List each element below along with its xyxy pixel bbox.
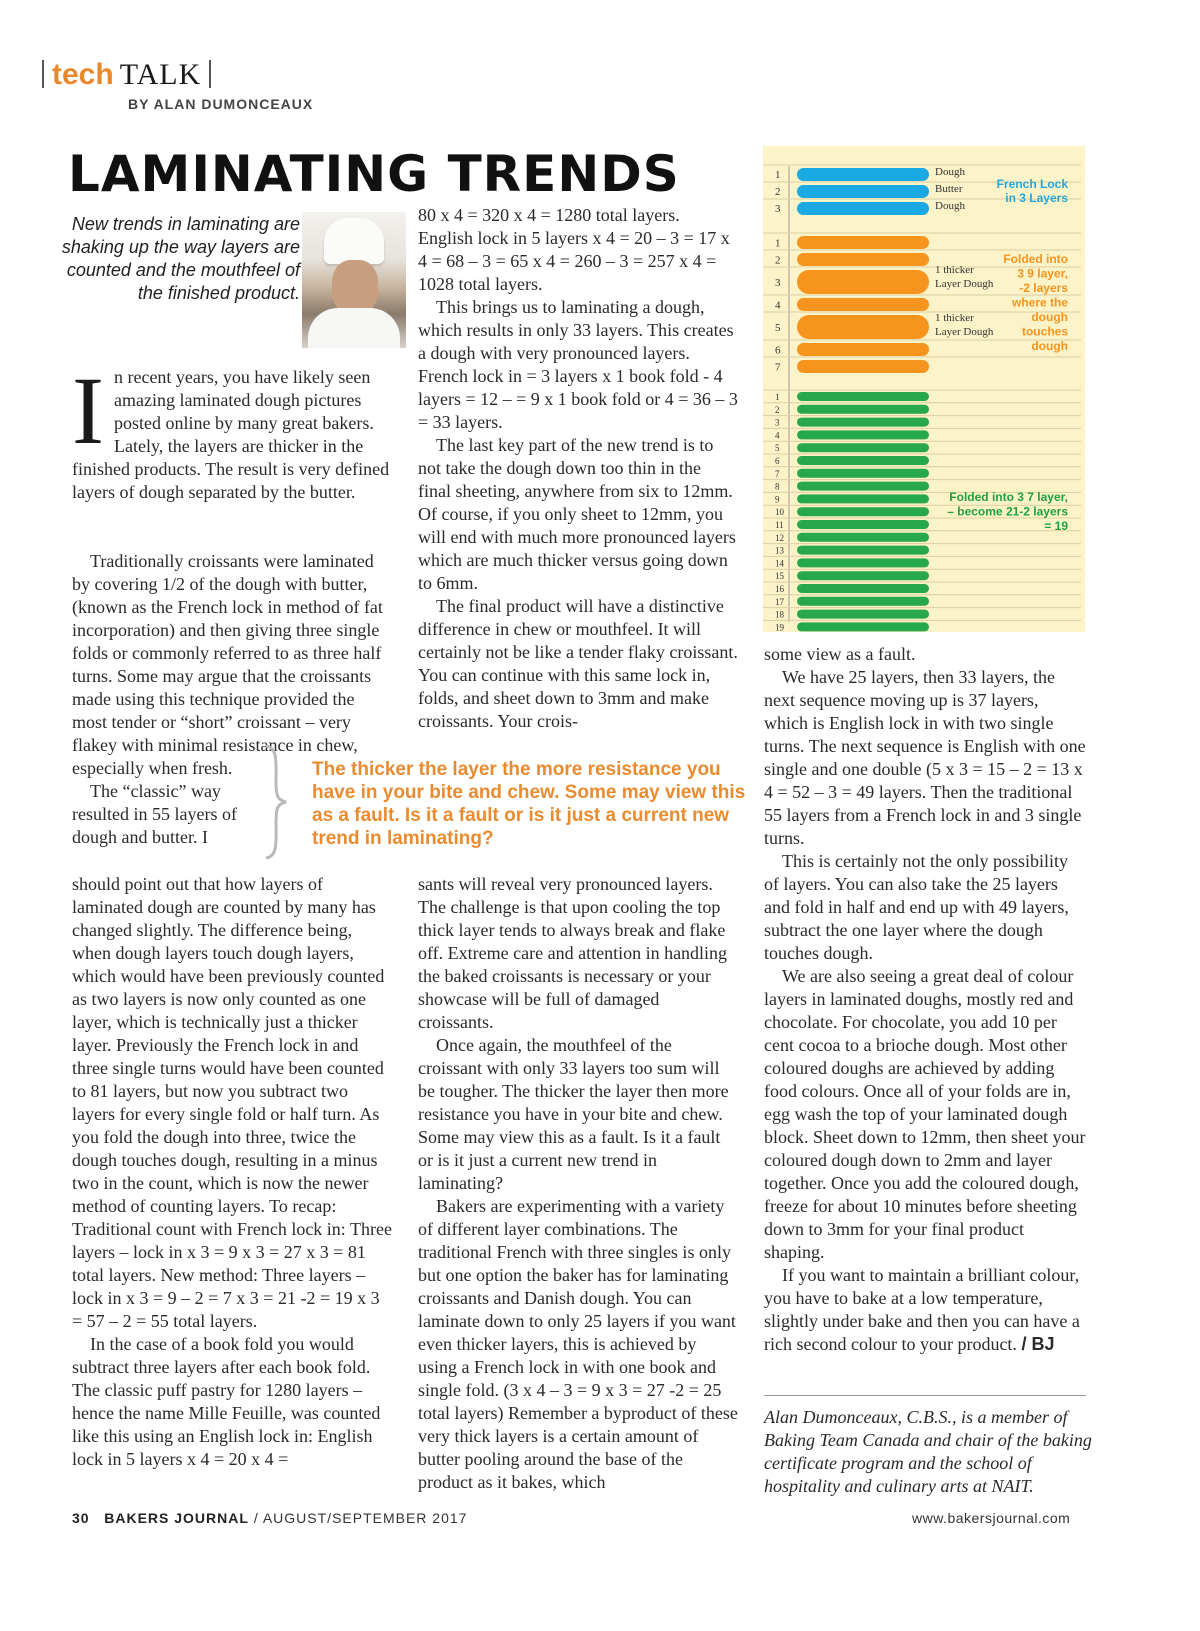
- paragraph-fault: some view as a fault.: [764, 644, 916, 664]
- blue-layer-label: Dough: [935, 200, 965, 212]
- green-layer-bar: [797, 392, 929, 401]
- green-layer-bar: [797, 610, 929, 619]
- green-layer-bar: [797, 571, 929, 580]
- green-layer-bar: [797, 482, 929, 491]
- green-layer-number: 11: [775, 520, 784, 530]
- section-header: [34, 56, 219, 94]
- green-layer-number: 2: [775, 404, 780, 415]
- orange-layer-label: Layer Dough: [935, 326, 994, 338]
- paragraph-english-lock: 80 x 4 = 320 x 4 = 1280 total layers. English lock in 5 layers x 4 = 20 – 3 = 17 x 4 = 68 – 3 = 65 x 4 = 260 – 3 = 257 x 4 = 1028 total layers.: [418, 205, 730, 294]
- blue-layer-label: Dough: [935, 166, 965, 178]
- author-face: [332, 260, 378, 314]
- author-photo: [302, 212, 406, 348]
- orange-layer-bar: [797, 315, 929, 339]
- orange-layer-number: 4: [775, 299, 781, 312]
- orange-caption: dough: [1031, 339, 1068, 353]
- orange-layer-label: 1 thicker: [935, 264, 974, 276]
- orange-layer-bar: [797, 298, 929, 311]
- orange-layer-bar: [797, 253, 929, 266]
- blue-layer-number: 3: [775, 203, 781, 215]
- orange-layer-bar: [797, 343, 929, 356]
- green-layer-bar: [797, 507, 929, 516]
- green-layer-bar: [797, 469, 929, 478]
- green-layer-bar: [797, 418, 929, 427]
- column-1-top: [72, 357, 392, 504]
- lamination-diagram-svg: [763, 146, 1085, 632]
- article-title: LAMINATING TRENDS: [68, 145, 680, 203]
- green-layer-number: 4: [775, 430, 780, 441]
- orange-layer-number: 3: [775, 277, 781, 289]
- orange-caption: touches: [1021, 324, 1068, 339]
- green-layer-number: 6: [775, 456, 780, 466]
- green-layer-number: 13: [775, 545, 784, 556]
- pullquote: The thicker the layer the more resistance you have in your bite and chew. Some may view this as a fault. Is it a fault or is it just a current new trend in laminating?: [312, 759, 746, 849]
- chef-hat: [324, 218, 384, 264]
- blue-layer-bar: [797, 185, 929, 198]
- paragraph-possibility: This is certainly not the only possibility of layers. You can also take the 25 layers and fold in half and end up with 49 layers, subtract the one layer where the dough touches dough.: [764, 851, 1069, 963]
- green-layer-number: 8: [775, 481, 780, 492]
- magazine-name: BAKERS JOURNAL: [104, 1510, 249, 1526]
- orange-layer-label: Layer Dough: [935, 278, 994, 290]
- orange-layer-bar: [797, 236, 929, 249]
- blue-caption: in 3 Layers: [1005, 191, 1068, 205]
- green-layer-number: 15: [775, 571, 784, 582]
- green-layer-number: 7: [775, 468, 780, 479]
- green-layer-number: 9: [775, 494, 780, 505]
- column-3: [764, 643, 1086, 1356]
- green-layer-bar: [797, 622, 929, 631]
- blue-caption: French Lock: [996, 177, 1068, 191]
- blue-layer-bar: [797, 202, 929, 215]
- author-bio: [764, 1406, 1094, 1498]
- header-bar-right: [209, 60, 211, 88]
- green-layer-number: 14: [775, 558, 784, 569]
- green-caption: = 19: [1044, 519, 1068, 533]
- footer-url: www.bakersjournal.com: [912, 1510, 1071, 1526]
- article-deck: New trends in laminating are shaking up the way layers are counted and the mouthfeel of the finished product.: [61, 214, 300, 303]
- green-layer-bar: [797, 546, 929, 555]
- section-name-tech: tech: [52, 58, 114, 91]
- green-layer-bar: [797, 558, 929, 567]
- paragraph-classic: The “classic” way resulted in 55 layers of dough and butter. I: [72, 781, 237, 847]
- page-number: 30: [72, 1510, 90, 1526]
- green-layer-bar: [797, 456, 929, 465]
- header-bar-left: [42, 60, 44, 88]
- paragraph-book-fold: In the case of a book fold you would subtract three layers after each book fold. The classic puff pastry for 1280 layers – hence the name Mille Feuille, was counted like this using an English lock in: English lock in 5 layers x 4 = 20 x 4 =: [72, 1334, 381, 1469]
- orange-caption: where the: [1011, 295, 1068, 310]
- orange-caption: -2 layers: [1019, 281, 1068, 295]
- paragraph-brilliant-text: If you want to maintain a brilliant colour, you have to bake at a low temperature, slightly under bake and then you can have a rich second colour to your product.: [764, 1265, 1080, 1354]
- green-layer-number: 12: [775, 532, 784, 543]
- paragraph-experimenting: Bakers are experimenting with a variety of different layer combinations. The traditional French with three singles is only but one option the baker has for laminating croissants and Danish dough. You can laminate down to only 25 layers if you want even thicker layers, this is achieved by using a French lock in with one book and single fold. (3 x 4 – 3 = 9 x 3 = 27 -2 = 25 total layers) Remember a byproduct of these very thick layers is a certain amount of butter pooling around the base of the product as it bakes, which: [418, 1196, 738, 1492]
- paragraph-intro-text: n recent years, you have likely seen amazing laminated dough pictures posted online by many great bakers. Lately, the layers are thicker in the finished products. The result is very defined layers of dough separated by the butter.: [72, 367, 390, 502]
- paragraph-traditional: Traditionally croissants were laminated by covering 1/2 of the dough with butter, (known as the French lock in method of fat incorporation) and then giving three single folds or commonly referred to as three half turns. Some may argue that the croissants made using this technique provided the most tender or “short” croissant – very flakey with minimal resistance in chew, especially when fresh.: [72, 551, 383, 778]
- orange-caption: Folded into: [1003, 252, 1068, 266]
- paragraph-sheeting: The last key part of the new trend is to not take the dough down too thin in the final sheeting, anywhere from six to 12mm. Of course, if you only sheet to 12mm, you will end with much more pronounced layers which are much thicker versus going down to 6mm.: [418, 435, 736, 593]
- green-layer-number: 5: [775, 443, 780, 454]
- paragraph-once-again: Once again, the mouthfeel of the croissant with only 33 layers too sum will be tougher. The thicker the layer then more resistance you have in your bite and chew. Some may view this as a fault. Is it a fault or is it just a current new trend in laminating?: [418, 1035, 729, 1193]
- paragraph-classic-cont: should point out that how layers of laminated dough are counted by many has changed slightly. The difference being, when dough layers touch dough layers, which would have been previously counted as two layers is now only counted as one layer, which is technically just a thicker layer. Previously the French lock in and three single turns would have been counted to 81 layers, but now you subtract two layers for every single fold or half turn. As you fold the dough into three, twice the dough touches dough, resulting in a minus two in the count, which is now the newer method of counting layers. To recap: Traditional count with French lock in: Three layers – lock in x 3 = 9 x 3 = 27 x 3 = 81 total layers. New method: Three layers – lock in x 3 = 9 – 2 = 7 x 3 = 21 -2 = 19 x 3 = 57 – 2 = 55 total layers.: [72, 874, 392, 1331]
- orange-layer-number: 6: [775, 344, 781, 357]
- green-layer-bar: [797, 405, 929, 414]
- orange-layer-number: 2: [775, 254, 781, 267]
- blue-layer-number: 1: [775, 169, 781, 181]
- green-layer-number: 1: [775, 392, 780, 402]
- green-caption: – become 21-2 layers: [947, 504, 1068, 519]
- paragraph-intro: [72, 357, 392, 504]
- blue-layer-number: 2: [775, 186, 781, 198]
- column-2-bottom: [418, 873, 738, 1494]
- paragraph-33-layers: This brings us to laminating a dough, which results in only 33 layers. This creates a dough with very pronounced layers. French lock in = 3 layers x 1 book fold - 4 layers = 12 – = 9 x 1 book fold or 4 = 36 – 3 = 33 layers.: [418, 297, 738, 432]
- green-layer-number: 16: [775, 584, 784, 594]
- green-caption: Folded into 3 7 layer,: [949, 490, 1068, 504]
- paragraph-mouthfeel-b: sants will reveal very pronounced layers. The challenge is that upon cooling the top thick layer tends to always break and flake off. Extreme care and attention in handling the baked croissants is necessary or your showcase will be full of damaged croissants.: [418, 874, 728, 1032]
- pullquote-brace: [256, 742, 296, 862]
- orange-layer-label: 1 thicker: [935, 312, 974, 324]
- green-layer-bar: [797, 584, 929, 593]
- orange-layer-bar: [797, 360, 929, 373]
- orange-layer-number: 7: [775, 361, 781, 374]
- column-2-top: [418, 204, 738, 733]
- footer-left: [72, 1510, 467, 1526]
- green-layer-number: 18: [775, 609, 784, 620]
- paragraph-mouthfeel-a: The final product will have a distinctive difference in chew or mouthfeel. It will certainly not be like a tender flaky croissant. You can continue with this same lock in, folds, and sheet down to 3mm and make croissants. Your crois-: [418, 596, 738, 731]
- orange-layer-number: 5: [775, 322, 781, 334]
- drop-cap: I: [72, 357, 104, 464]
- green-layer-bar: [797, 597, 929, 606]
- paragraph-brilliant: [764, 1264, 1086, 1356]
- paragraph-colour: We are also seeing a great deal of colour layers in laminated doughs, mostly red and chocolate. For chocolate, you add 10 per cent cocoa to a brioche dough. Most other coloured doughs are achieved by adding food colours. Once all of your folds are in, egg wash the top of your laminated dough block. Sheet down to 12mm, then sheet your coloured dough down to 2mm and layer together. Once you add the coloured dough, freeze for about 10 minutes before sheeting down to 3mm for your final product shaping.: [764, 966, 1086, 1262]
- green-layer-bar: [797, 520, 929, 529]
- green-layer-bar: [797, 494, 929, 503]
- blue-layer-bar: [797, 168, 929, 181]
- orange-layer-number: 1: [775, 237, 781, 250]
- section-name-talk: TALK: [119, 58, 202, 91]
- orange-caption: dough: [1031, 310, 1068, 324]
- orange-layer-bar: [797, 270, 929, 294]
- signoff: / BJ: [1021, 1334, 1055, 1354]
- byline: BY ALAN DUMONCEAUX: [128, 96, 314, 112]
- paragraph-sequence: We have 25 layers, then 33 layers, the next sequence moving up is 37 layers, which is English lock in with two single turns. The next sequence is English with one single and one double (5 x 3 = 15 – 2 = 13 x 4 = 52 – 3 = 49 layers. Then the traditional 55 layers from a French lock in and 3 single turns.: [764, 667, 1086, 848]
- green-layer-number: 10: [775, 507, 784, 518]
- bio-divider: [764, 1395, 1086, 1396]
- blue-layer-label: Butter: [935, 183, 963, 195]
- green-layer-number: 3: [775, 417, 780, 428]
- green-layer-bar: [797, 533, 929, 542]
- green-layer-number: 19: [775, 622, 784, 632]
- issue-date: / AUGUST/SEPTEMBER 2017: [253, 1510, 468, 1526]
- chef-coat: [308, 308, 400, 348]
- green-layer-bar: [797, 430, 929, 439]
- green-layer-number: 17: [775, 596, 784, 607]
- author-bio-text: Alan Dumonceaux, C.B.S., is a member of Baking Team Canada and chair of the baking certificate program and the school of hospitality and culinary arts at NAIT.: [764, 1407, 1092, 1496]
- green-layer-bar: [797, 443, 929, 452]
- lamination-diagram: [763, 146, 1085, 632]
- column-1-bottom: [72, 873, 392, 1471]
- orange-caption: 3 9 layer,: [1017, 266, 1068, 281]
